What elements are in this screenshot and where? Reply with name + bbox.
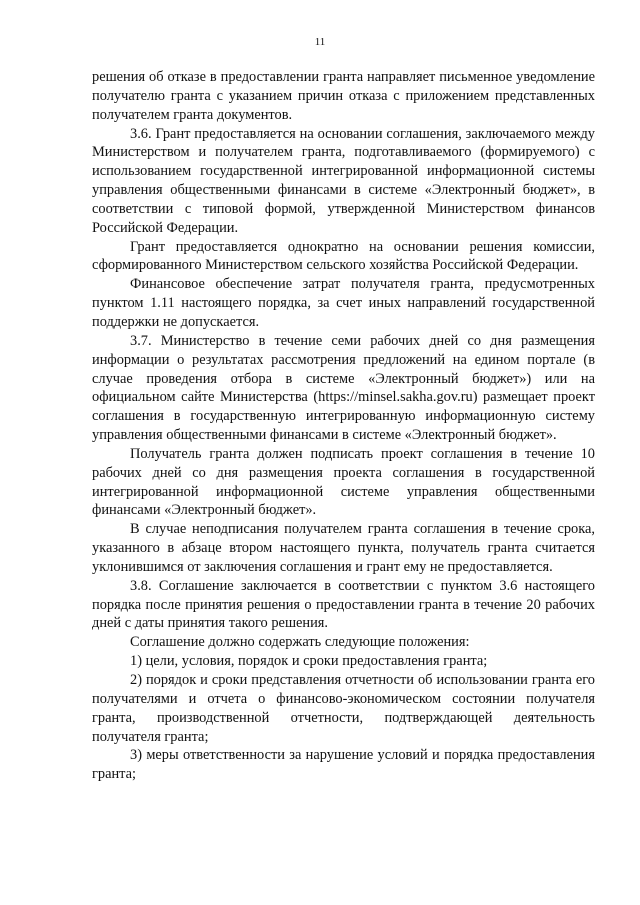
- paragraph-financing: Финансовое обеспечение затрат получателя гранта, предусмотренных пунктом 1.11 настоящего порядка, за счет иных направлений государственной поддержки не допускается.: [92, 276, 595, 330]
- paragraph-3-7: 3.7. Министерство в течение семи рабочих дней со дня размещения информации о результатах рассмотрения предложений на едином портале (в случае проведения отбора в системе «Электронный бюджет») или на официальном сайте Министерства (https://minsel.sakha.gov.ru) размещает проект соглашения в государственную интегрированную информационную систему управления общественными финансами в системе «Электронный бюджет».: [92, 332, 595, 444]
- paragraph-non-signing: В случае неподписания получателем гранта соглашения в течение срока, указанного в абзаце втором настоящего пункта, получатель гранта считается уклонившимся от заключения соглашения и грант ему не предоставляется.: [92, 521, 595, 575]
- page-number: 11: [314, 36, 326, 48]
- paragraph-signing: Получатель гранта должен подписать проект соглашения в течение 10 рабочих дней со дня размещения проекта соглашения в государственной интегрированной информационной системе управления общественными финансами «Электронный бюджет».: [92, 445, 595, 519]
- list-item-1: 1) цели, условия, порядок и сроки предоставления гранта;: [130, 653, 488, 670]
- document-body: [92, 68, 595, 784]
- paragraph-3-8: 3.8. Соглашение заключается в соответствии с пунктом 3.6 настоящего порядка после принятия решения о предоставлении гранта в течение 20 рабочих дней с даты принятия такого решения.: [92, 577, 595, 632]
- paragraph-grant-once: Грант предоставляется однократно на основании решения комиссии, сформированного Министерством сельского хозяйства Российской Федерации.: [92, 238, 595, 274]
- paragraph-3-6: 3.6. Грант предоставляется на основании соглашения, заключаемого между Министерством и получателем гранта, подготавливаемого (формируемого) с использованием государственной интегрированной информационной системы управления общественными финансами в системе «Электронный бюджет», в соответствии с типовой формой, утвержденной Министерством финансов Российской Федерации.: [92, 125, 595, 236]
- paragraph-agreement-provisions: Соглашение должно содержать следующие положения:: [130, 634, 470, 651]
- list-item-2: 2) порядок и сроки представления отчетности об использовании гранта его получателями и отчета о финансово-экономическом состоянии получателя гранта, производственной отчетности, подтверждающей деятельность получателя гранта;: [92, 672, 595, 745]
- paragraph-continuation: решения об отказе в предоставлении гранта направляет письменное уведомление получателю гранта с указанием причин отказа с приложением представленных получателем гранта документов.: [92, 69, 595, 123]
- list-item-3: 3) меры ответственности за нарушение условий и порядка предоставления гранта;: [92, 747, 595, 783]
